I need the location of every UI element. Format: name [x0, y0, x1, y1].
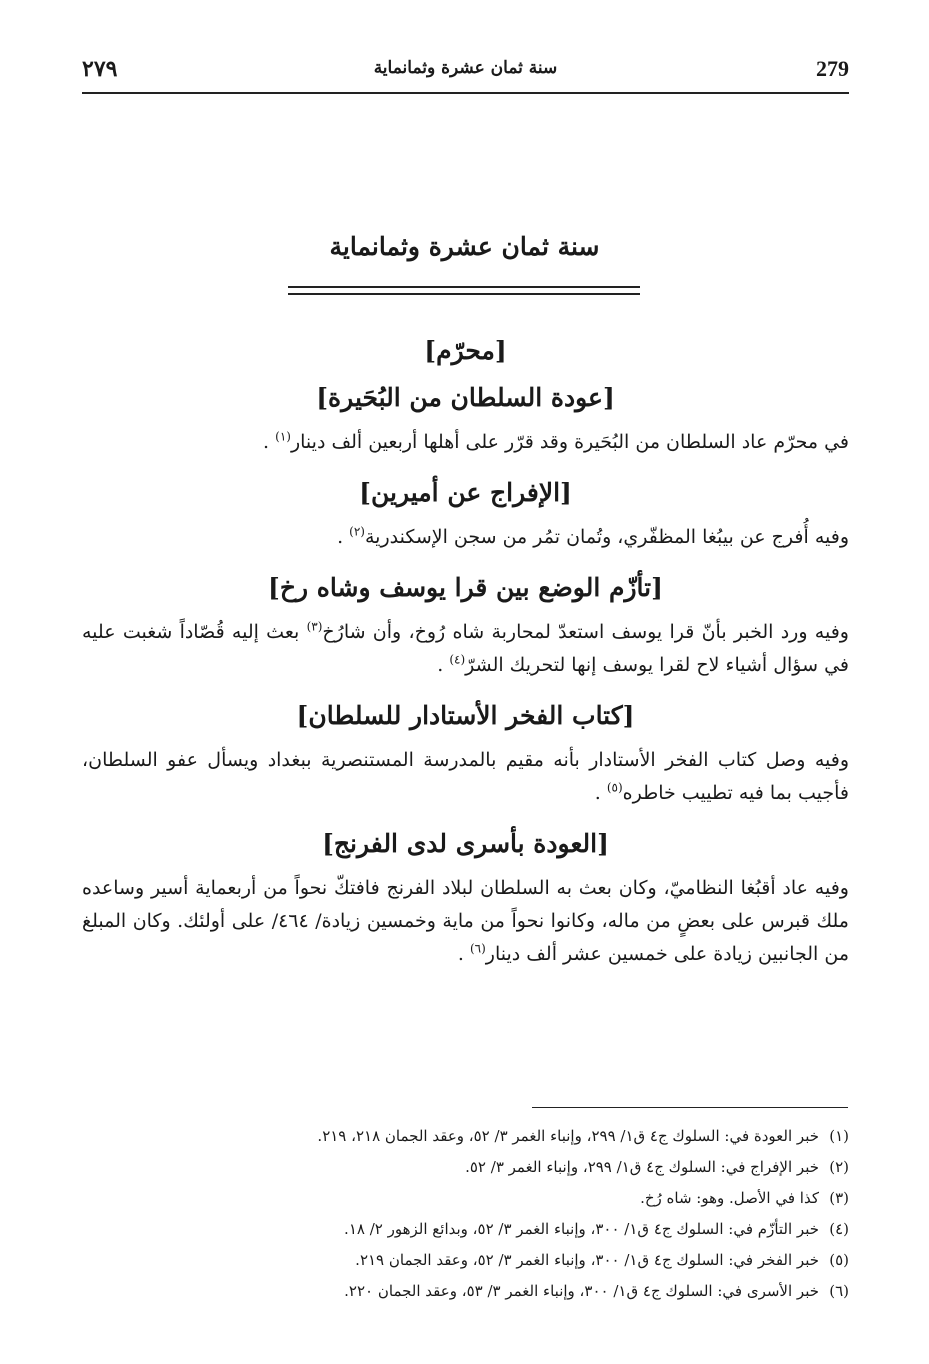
footnote-text: خبر الإفراج في: السلوك ج٤ ق١/ ٢٩٩، وإنباء الغمر ٣/ ٥٢.	[465, 1158, 819, 1176]
section-title: [تأزّم الوضع بين قرا يوسف وشاه رخ]	[268, 573, 663, 602]
footnote-number: (٣)	[829, 1189, 849, 1207]
paragraph-text: في محرّم عاد السلطان من البُحَيرة وقد قرّر على أهلها أربعين ألف دينار	[290, 431, 849, 453]
section-title: [العودة بأسرى لدى الفرنج]	[322, 829, 609, 858]
section-paragraph	[82, 744, 849, 810]
section-paragraph	[82, 426, 849, 459]
footnotes	[82, 1121, 849, 1307]
paragraph-text: وفيه ورد الخبر بأنّ قرا يوسف استعدّ لمحاربة شاه رُوخ، وأن شارُخ	[322, 621, 849, 643]
footnote-number: (٥)	[829, 1251, 849, 1269]
footnote-ref[interactable]: (١)	[275, 429, 291, 444]
paragraph-end: .	[263, 431, 270, 453]
section-fakhr-letter	[82, 694, 849, 810]
section-paragraph	[82, 616, 849, 682]
section-paragraph	[82, 521, 849, 554]
running-header	[82, 50, 849, 94]
paragraph-end: .	[594, 782, 601, 804]
paragraph-text: وفيه عاد أقبُغا النظاميّ، وكان بعث به السلطان لبلاد الفرنج فافتكّ نحواً من أربعماية أسير وساعده ملك قبرس على بعضٍ من ماله، وكانوا نحواً من ماية وخمسين زيادة/ ٤٦٤/ على أولئك. وكان المبلغ من الجانبين زيادة على خمسين عشر ألف دينار	[82, 877, 849, 965]
footnote-item	[82, 1152, 849, 1183]
section-release	[82, 471, 849, 554]
footnote-number: (٢)	[829, 1158, 849, 1176]
footnote-separator	[532, 1107, 848, 1108]
page-number-arabic: ٢٧٩	[82, 56, 118, 82]
section-sultan-return	[82, 376, 849, 459]
footnote-text: خبر الأسرى في: السلوك ج٤ ق١/ ٣٠٠، وإنباء الغمر ٣/ ٥٣، وعقد الجمان ٢٢٠.	[344, 1282, 819, 1300]
footnote-ref[interactable]: (٢)	[349, 524, 365, 539]
main-content	[82, 330, 849, 971]
section-title: [عودة السلطان من البُحَيرة]	[316, 383, 615, 412]
footnote-number: (٦)	[829, 1282, 849, 1300]
footnote-ref[interactable]: (٦)	[469, 941, 486, 956]
chapter-title: سنة ثمان عشرة وثمانماية	[329, 232, 600, 261]
footnote-ref[interactable]: (٥)	[606, 780, 623, 795]
month-heading: [محرّم]	[424, 336, 507, 365]
footnote-text: خبر الفخر في: السلوك ج٤ ق١/ ٣٠٠، وإنباء الغمر ٣/ ٥٢، وعقد الجمان ٢١٩.	[355, 1251, 819, 1269]
footnote-item	[82, 1276, 849, 1307]
section-title: [الإفراج عن أميرين]	[359, 478, 572, 507]
paragraph-end: .	[337, 526, 344, 548]
section-title: [كتاب الفخر الأستادار للسلطان]	[296, 701, 635, 730]
section-paragraph	[82, 872, 849, 971]
footnote-ref[interactable]: (٤)	[449, 652, 466, 667]
footnote-item	[82, 1183, 849, 1214]
footnote-text: خبر التأزّم في: السلوك ج٤ ق١/ ٣٠٠، وإنباء الغمر ٣/ ٥٢، وبدائع الزهور ٢/ ١٨.	[344, 1220, 819, 1238]
paragraph-text: وفيه أُفرج عن بيبُغا المظفّري، وتُمان تمُر من سجن الإسكندرية	[364, 526, 849, 548]
footnote-item	[82, 1245, 849, 1276]
paragraph-text: وفيه وصل كتاب الفخر الأستادار بأنه مقيم بالمدرسة المستنصرية ببغداد ويسأل عفو السلطان، فأجيب بما فيه تطييب خاطره	[82, 749, 849, 804]
footnote-item	[82, 1121, 849, 1152]
footnote-ref[interactable]: (٣)	[306, 619, 323, 634]
footnote-item	[82, 1214, 849, 1245]
footnote-text: كذا في الأصل. وهو: شاه رُخ.	[640, 1189, 819, 1207]
section-tension	[82, 566, 849, 682]
title-double-rule	[288, 286, 640, 295]
paragraph-end: .	[437, 654, 444, 676]
footnote-number: (٤)	[829, 1220, 849, 1238]
section-captives	[82, 822, 849, 971]
paragraph-end: .	[457, 943, 464, 965]
footnote-number: (١)	[829, 1127, 849, 1145]
running-title: سنة ثمان عشرة وثمانماية	[373, 58, 558, 78]
footnote-text: خبر العودة في: السلوك ج٤ ق١/ ٢٩٩، وإنباء الغمر ٣/ ٥٢، وعقد الجمان ٢١٨، ٢١٩.	[317, 1127, 819, 1145]
page-number-latin: 279	[816, 56, 849, 81]
paragraph-text: بعث إليه قُصّاداً شغبت عليه في سؤال أشياء لاح لقرا يوسف إنها لتحريك الشرّ	[82, 621, 849, 676]
